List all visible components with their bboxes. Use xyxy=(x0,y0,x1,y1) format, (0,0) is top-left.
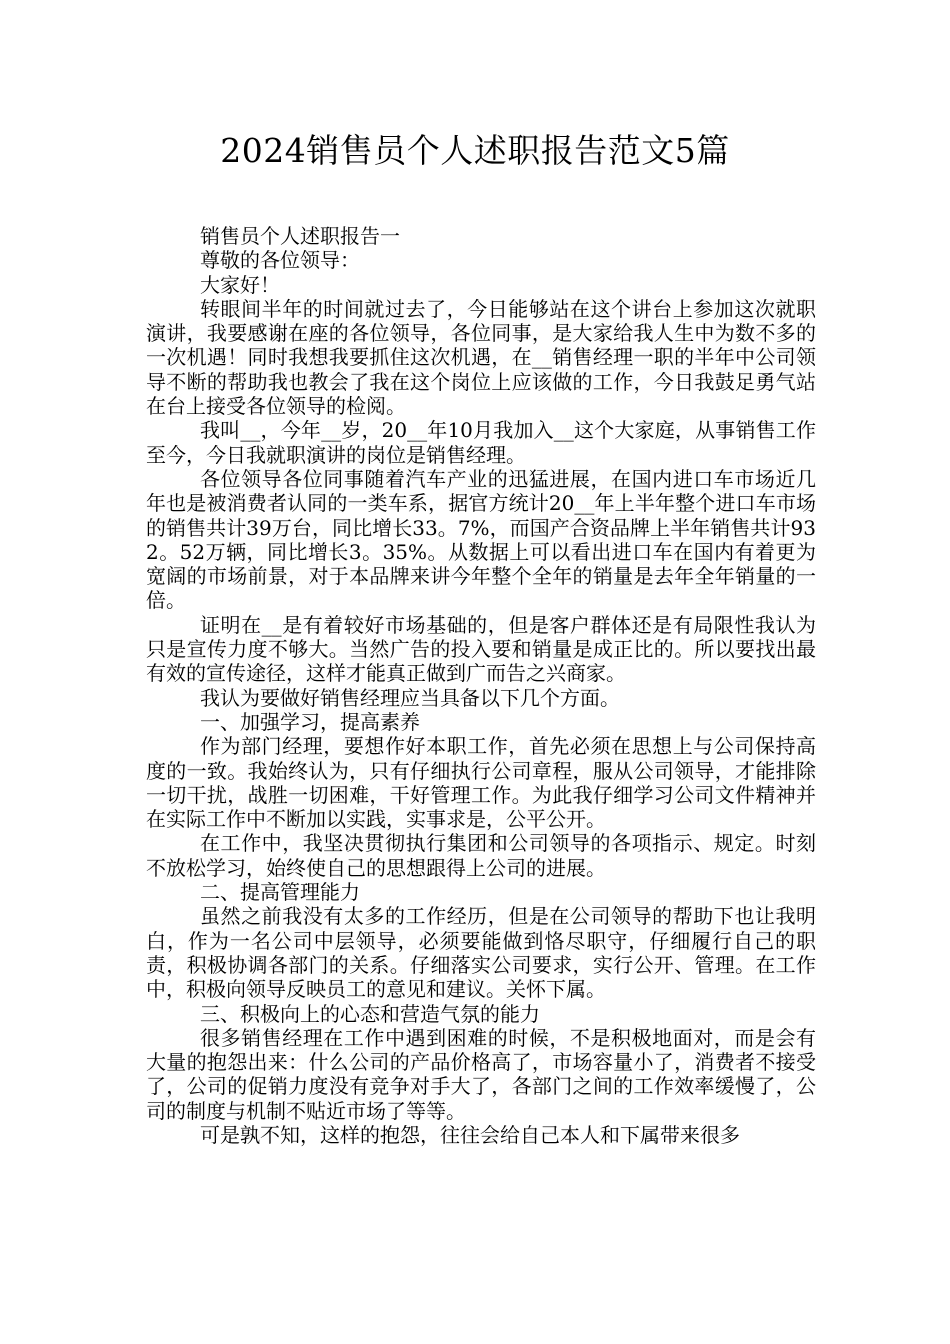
paragraph: 我认为要做好销售经理应当具备以下几个方面。 xyxy=(200,685,620,710)
subheading: 二、提高管理能力 xyxy=(200,880,360,905)
paragraph: 在工作中，我坚决贯彻执行集团和公司领导的各项指示、规定。时刻不放松学习，始终使自己的思想跟得上公司的进展。 xyxy=(146,831,816,880)
subheading: 一、加强学习，提高素养 xyxy=(200,709,420,734)
paragraph: 虽然之前我没有太多的工作经历，但是在公司领导的帮助下也让我明白，作为一名公司中层领导，必须要能做到恪尽职守，仔细履行自己的职责，积极协调各部门的关系。仔细落实公司要求，实行公开、管理。在工作中，积极向领导反映员工的意见和建议。关怀下属。 xyxy=(146,904,816,1002)
paragraph: 作为部门经理，要想作好本职工作，首先必须在思想上与公司保持高度的一致。我始终认为，只有仔细执行公司章程，服从公司领导，才能排除一切干扰，战胜一切困难，干好管理工作。为此我仔细学习公司文件精神并在实际工作中不断加以实践，实事求是，公平公开。 xyxy=(146,734,816,832)
paragraph: 证明在__是有着较好市场基础的，但是客户群体还是有局限性我认为只是宣传力度不够大。当然广告的投入要和销量是成正比的。所以要找出最有效的宣传途径，这样才能真正做到广而告之兴商家。 xyxy=(146,612,816,686)
paragraph: 转眼间半年的时间就过去了，今日能够站在这个讲台上参加这次就职演讲，我要感谢在座的各位领导，各位同事，是大家给我人生中为数不多的一次机遇！同时我想我要抓住这次机遇，在__销售经理一职的半年中公司领导不断的帮助我也教会了我在这个岗位上应该做的工作，今日我鼓足勇气站在台上接受各位领导的检阅。 xyxy=(146,296,816,419)
paragraph: 可是孰不知，这样的抱怨，往往会给自己本人和下属带来很多 xyxy=(200,1122,740,1147)
salutation: 尊敬的各位领导： xyxy=(200,248,360,273)
paragraph: 很多销售经理在工作中遇到困难的时候，不是积极地面对，而是会有大量的抱怨出来：什么公司的产品价格高了，市场容量小了，消费者不接受了，公司的促销力度没有竞争对手大了，各部门之间的工作效率缓慢了，公司的制度与机制不贴近市场了等等。 xyxy=(146,1025,816,1123)
section-heading: 销售员个人述职报告一 xyxy=(200,224,400,248)
greeting: 大家好！ xyxy=(200,272,280,297)
document-body xyxy=(146,224,816,1147)
subheading: 三、积极向上的心态和营造气氛的能力 xyxy=(200,1001,540,1026)
document-title: 2024销售员个人述职报告范文5篇 xyxy=(220,131,730,170)
paragraph: 我叫__，今年__岁，20__年10月我加入__这个大家庭，从事销售工作至今，今日我就职演讲的岗位是销售经理。 xyxy=(146,418,816,467)
paragraph: 各位领导各位同事随着汽车产业的迅猛进展，在国内进口车市场近几年也是被消费者认同的一类车系，据官方统计20__年上半年整个进口车市场的销售共计39万台，同比增长33。7%，而国产合资品牌上半年销售共计932。52万辆，同比增长3。35%。从数据上可以看出进口车在国内有着更为宽阔的市场前景，对于本品牌来讲今年整个全年的销量是去年全年销量的一倍。 xyxy=(146,466,816,613)
